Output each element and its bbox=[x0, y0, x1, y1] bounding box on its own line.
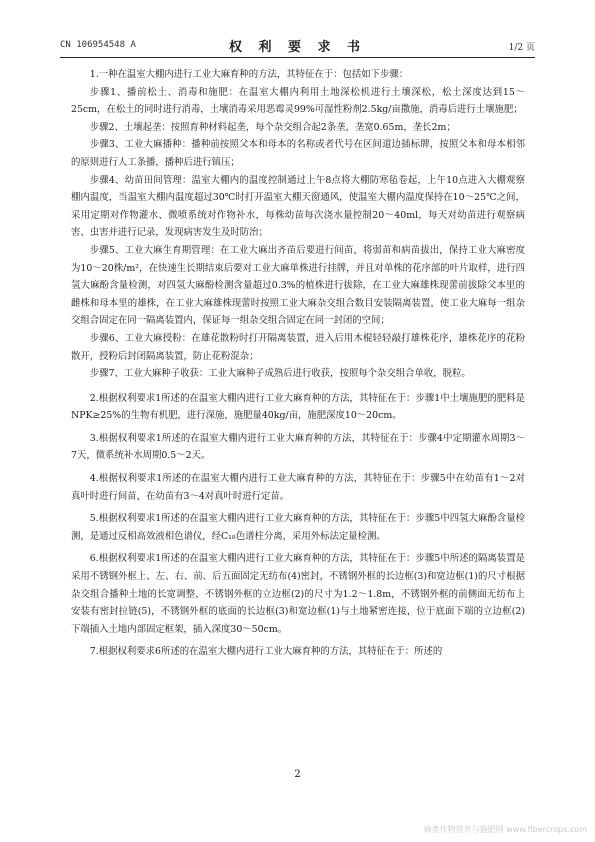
claims-body bbox=[71, 66, 525, 666]
claim-1-intro: 1.一种在温室大棚内进行工业大麻育种的方法，其特征在于：包括如下步骤： bbox=[89, 69, 409, 80]
claim-1-step-2: 步骤2、土壤起垄：按照育种材料起垄，每个杂交组合起2条垄，垄宽0.65m，垄长2m； bbox=[89, 121, 456, 133]
claim-1-step-4: 步骤4、幼苗田间管理：温室大棚内的温度控制通过上午8点将大棚防寒毡卷起，上午10点进入大棚观察棚内温度，当温室大棚内温度超过30℃时打开温室大棚天窗通风，使温室大棚内温度保持在10～25℃之间，采用定期对作物灌水、微喷系统对作物补水，每株幼苗每次浇水量控制20～40ml，每天对幼苗进行观察病害、虫害并进行记录，发现病害发生及时防治； bbox=[71, 174, 525, 239]
claim-2: 2.根据权利要求1所述的在温室大棚内进行工业大麻育种的方法，其特征在于：步骤1中土壤施肥的肥料是NPK≥25%的生物有机肥，进行深施，施肥量40kg/亩，施肥深度10～20cm。 bbox=[71, 392, 525, 422]
header-divider bbox=[60, 57, 535, 58]
publication-number: CN 106954548 A bbox=[60, 40, 136, 50]
claim-1-step-6: 步骤6、工业大麻授粉：在雄花散粉时打开隔离装置，进入后用木棍轻轻敲打雄株花序，雄株花序的花粉散开，授粉后封闭隔离装置，防止花粉混杂； bbox=[71, 332, 525, 362]
claim-1-step-1: 步骤1、播前松土、消毒和施肥：在温室大棚内利用土地深松机进行土壤深松，松土深度达到15～25cm，在松土的同时进行消毒，土壤消毒采用恶霉灵99%可湿性粉剂2.5kg/亩撒施，消毒后进行土壤施肥； bbox=[71, 86, 525, 116]
site-watermark: 麻类作物营养与施肥网 www.fibercrops.com bbox=[423, 825, 587, 834]
claim-7: 7.根据权利要求6所述的在温室大棚内进行工业大麻育种的方法，其特征在于：所述的 bbox=[89, 646, 443, 658]
page-header bbox=[60, 36, 535, 54]
claim-1-step-5: 步骤5、工业大麻生育期管理：在工业大麻出齐苗后要进行间苗，将弱苗和病苗拔出，保持工业大麻密度为10～20株/m²，在快速生长期结束后要对工业大麻单株进行挂牌，并且对单株的花序部的叶片取样，进行四氢大麻酚含量检测，对四氢大麻酚检测含量超过0.3%的植株进行拔除，在工业大麻雄株现蕾前拔除父本里的雌株和母本里的雄株，在工业大麻雄株现蕾时按照工业大麻杂交组合数目安装隔离装置，使工业大麻每一组杂交组合固定在同一隔离装置内，保证每一组杂交组合固定在同一封闭的空间； bbox=[71, 244, 525, 327]
page-index: 1/2 页 bbox=[508, 43, 535, 53]
claim-1-step-3: 步骤3、工业大麻播种：播种前按照父本和母本的名称或者代号在区间道边插标牌，按照父本和母本相邻的原则进行人工条播，播种后进行镇压； bbox=[71, 139, 525, 168]
page-number: 2 bbox=[294, 769, 301, 780]
claim-1-step-7: 步骤7、工业大麻种子收获：工业大麻种子成熟后进行收获，按照每个杂交组合单收，脱粒。 bbox=[89, 368, 471, 380]
claim-3: 3.根据权利要求1所述的在温室大棚内进行工业大麻育种的方法，其特征在于：步骤4中定期灌水周期3～7天，微系统补水周期0.5～2天。 bbox=[71, 432, 525, 462]
document-title: 权 利 要 求 书 bbox=[228, 40, 367, 55]
claim-4: 4.根据权利要求1所述的在温室大棚内进行工业大麻育种的方法，其特征在于：步骤5中在幼苗有1～2对真叶时进行间苗，在幼苗有3～4对真叶时进行定苗。 bbox=[71, 473, 525, 502]
claim-6: 6.根据权利要求1所述的在温室大棚内进行工业大麻育种的方法，其特征在于：步骤5中所述的隔离装置是采用不锈钢外框上、左、右、前、后五面固定无纺布(4)密封，不锈钢外框的长边框(3)和宽边框(1)的尺寸根据杂交组合播种土地的长宽调整，不锈钢外框的立边框(2)的尺寸为1.2～1.8m，不锈钢外框的前侧面无纺布上安装有密封拉链(5)，不锈钢外框的底面的长边框(3)和宽边框(1)与土地紧密连接，位于底面下端的立边框(2)下端插入土地内部固定框架，插入深度30～50cm。 bbox=[71, 553, 525, 635]
claim-5: 5.根据权利要求1所述的在温室大棚内进行工业大麻育种的方法，其特征在于：步骤5中四氢大麻酚含量检测，是通过反相高效液相色谱仪，经C₁₈色谱柱分离，采用外标法定量检测。 bbox=[71, 513, 525, 542]
